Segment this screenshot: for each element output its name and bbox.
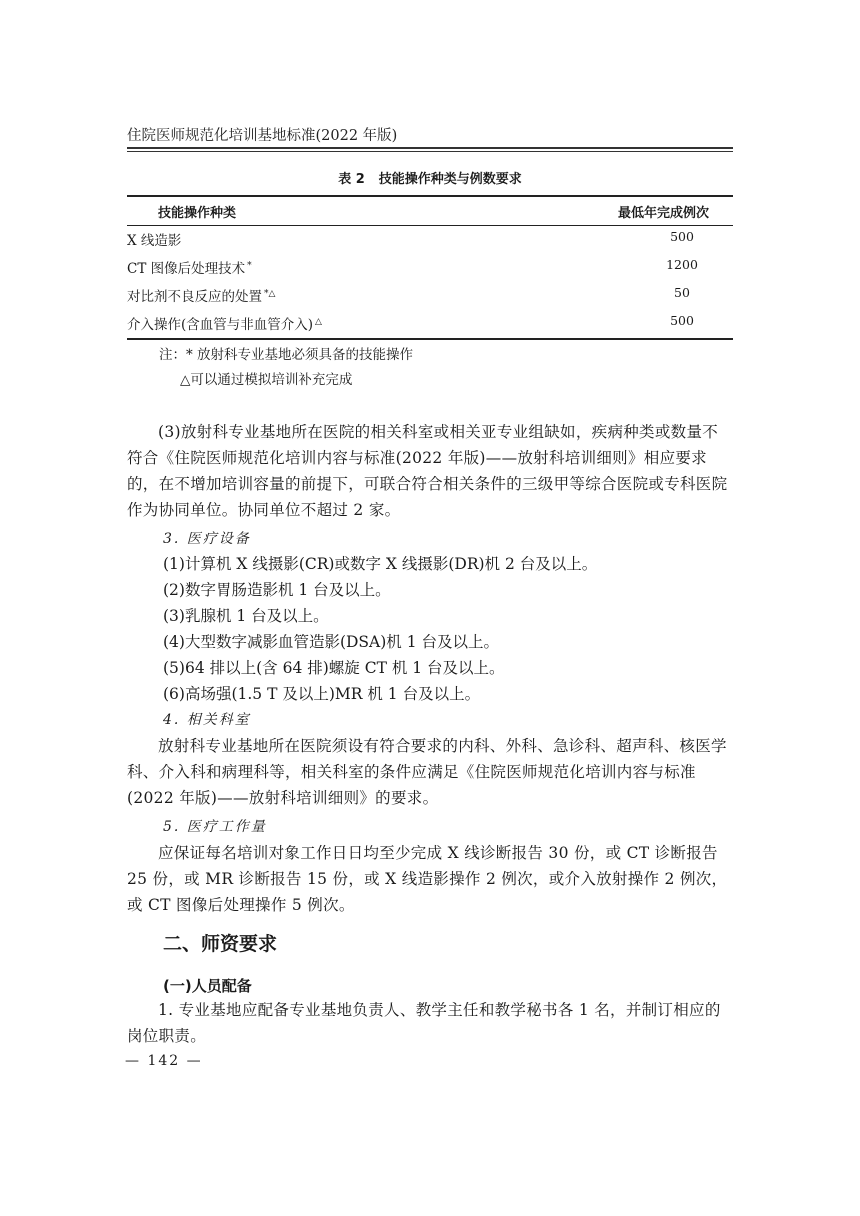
table-caption-number: 表 2 xyxy=(338,172,365,187)
header-rule-thick xyxy=(127,147,733,149)
header-rule-thin xyxy=(127,151,733,152)
table-cell-count: 500 xyxy=(670,229,694,244)
running-head: 住院医师规范化培训基地标准(2022 年版) xyxy=(127,128,398,144)
equipment-item: (1)计算机 X 线摄影(CR)或数字 X 线摄影(DR)机 2 台及以上。 xyxy=(163,555,598,573)
table-note: 注：* 放射科专业基地必须具备的技能操作 xyxy=(159,347,414,363)
table-cell-type: CT 图像后处理技术 * xyxy=(127,260,252,277)
table-header-rule xyxy=(127,225,733,226)
table-top-rule xyxy=(127,195,733,197)
equipment-item: (6)高场强(1.5 T 及以上)MR 机 1 台及以上。 xyxy=(163,685,481,703)
paragraph-staffing: 1. 专业基地应配备专业基地负责人、教学主任和教学秘书各 1 名，并制订相应的岗位职责。 xyxy=(127,1001,721,1045)
heading-related-departments: 4. 相关科室 xyxy=(163,712,251,728)
paragraph-collaborating-units: (3)放射科专业基地所在医院的相关科室或相关亚专业组缺如，疾病种类或数量不符合《住院医师规范化培训内容与标准(2022 年版)——放射科培训细则》相应要求的，在不增加培训容量的前提下，可联合符合相关条件的三级甲等综合医院或专科医院作为协同单位。协同单位不超过 2 家。 xyxy=(127,423,728,519)
table-caption xyxy=(127,168,733,187)
table-header-type: 技能操作种类 xyxy=(158,206,237,221)
heading-medical-equipment: 3. 医疗设备 xyxy=(163,531,251,547)
heading-workload: 5. 医疗工作量 xyxy=(163,819,267,835)
table-cell-count: 50 xyxy=(674,285,690,300)
table-note: △可以通过模拟培训补充完成 xyxy=(180,372,353,388)
table-header-count: 最低年完成例次 xyxy=(618,206,710,221)
body-text xyxy=(127,733,733,811)
equipment-item: (5)64 排以上(含 64 排)螺旋 CT 机 1 台及以上。 xyxy=(163,659,505,677)
equipment-item: (3)乳腺机 1 台及以上。 xyxy=(163,607,329,625)
equipment-item: (2)数字胃肠造影机 1 台及以上。 xyxy=(163,581,391,599)
table-cell-count: 1200 xyxy=(666,257,698,272)
section-title: 二、师资要求 xyxy=(163,933,278,955)
subsection-title: (一)人员配备 xyxy=(163,977,252,995)
table-cell-mark: *△ xyxy=(264,288,276,299)
table-cell-mark: * xyxy=(247,260,252,271)
body-text xyxy=(127,419,733,523)
equipment-item: (4)大型数字减影血管造影(DSA)机 1 台及以上。 xyxy=(163,633,500,651)
table-cell-count: 500 xyxy=(670,313,694,328)
table-caption-title: 技能操作种类与例数要求 xyxy=(378,172,522,187)
body-text xyxy=(127,840,733,918)
table-cell-type: 介入操作(含血管与非血管介入) △ xyxy=(127,316,322,333)
table-bottom-rule xyxy=(127,338,733,340)
body-text xyxy=(127,997,733,1049)
page-number: — 142 — xyxy=(125,1053,203,1069)
paragraph-related-departments: 放射科专业基地所在医院须设有符合要求的内科、外科、急诊科、超声科、核医学科、介入科和病理科等，相关科室的条件应满足《住院医师规范化培训内容与标准(2022 年版)——放射科培训细则》的要求。 xyxy=(127,737,727,807)
paragraph-workload: 应保证每名培训对象工作日日均至少完成 X 线诊断报告 30 份，或 CT 诊断报告 25 份，或 MR 诊断报告 15 份，或 X 线造影操作 2 例次，或介入放射操作 2 例次，或 CT 图像后处理操作 5 例次。 xyxy=(127,844,728,914)
table-cell-mark: △ xyxy=(315,316,322,327)
table-cell-type: X 线造影 xyxy=(127,233,182,249)
table-cell-type: 对比剂不良反应的处置 *△ xyxy=(127,288,276,305)
